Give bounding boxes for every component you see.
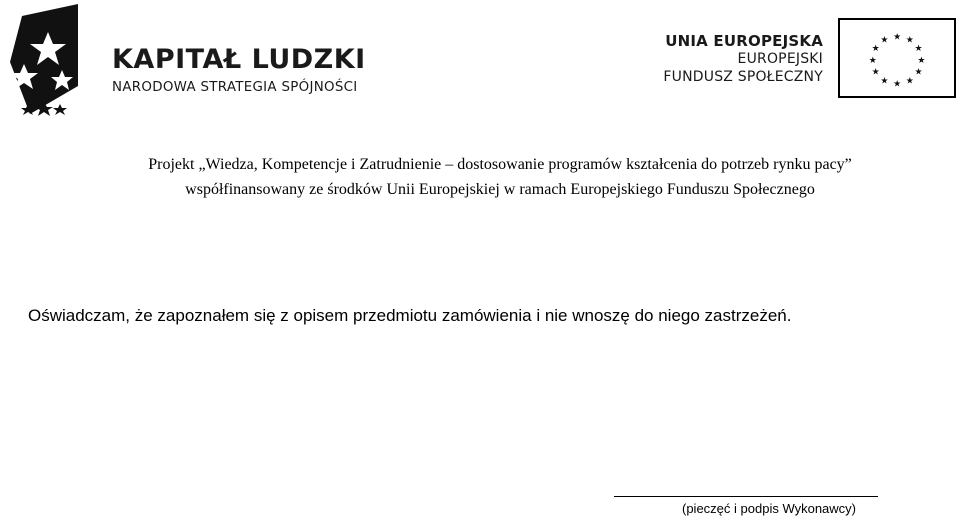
project-description (0, 152, 960, 202)
svg-text:★: ★ (880, 34, 889, 45)
eu-flag-icon (838, 18, 956, 98)
eu-fund-name-line1: EUROPEJSKI (737, 51, 823, 67)
kapital-ludzki-logo (4, 4, 384, 122)
svg-text:★: ★ (880, 75, 889, 86)
eu-fund-name-line2: FUNDUSZ SPOŁECZNY (663, 69, 823, 85)
svg-text:★: ★ (871, 43, 880, 54)
svg-text:★: ★ (871, 66, 880, 77)
signature-line (614, 496, 878, 497)
svg-text:★: ★ (893, 78, 901, 89)
stars-emblem-icon (4, 4, 86, 122)
logo-subtitle: NARODOWA STRATEGIA SPÓJNOŚCI (112, 80, 358, 95)
declaration-statement: Oświadczam, że zapoznałem się z opisem przedmiotu zamówienia i nie wnoszę do niego zastrzeżeń. (28, 306, 792, 325)
eu-union-name: UNIA EUROPEJSKA (665, 32, 823, 50)
svg-text:★: ★ (914, 43, 923, 54)
svg-text:★: ★ (914, 66, 923, 77)
svg-text:★: ★ (868, 54, 877, 65)
signature-caption: (pieczęć i podpis Wykonawcy) (682, 501, 857, 516)
svg-text:★: ★ (905, 75, 914, 86)
logo-title: KAPITAŁ LUDZKI (112, 44, 366, 75)
project-line-2: współfinansowany ze środków Unii Europejskiej w ramach Europejskiego Funduszu Społecznego (185, 181, 815, 198)
svg-text:★: ★ (905, 34, 914, 45)
eu-logo-text (663, 32, 823, 86)
svg-text:★: ★ (917, 54, 926, 65)
project-line-1: Projekt „Wiedza, Kompetencje i Zatrudnienie – dostosowanie programów kształcenia do potrzeb rynku pacy” (148, 156, 852, 173)
document-header (0, 0, 960, 125)
svg-text:★: ★ (893, 31, 901, 42)
